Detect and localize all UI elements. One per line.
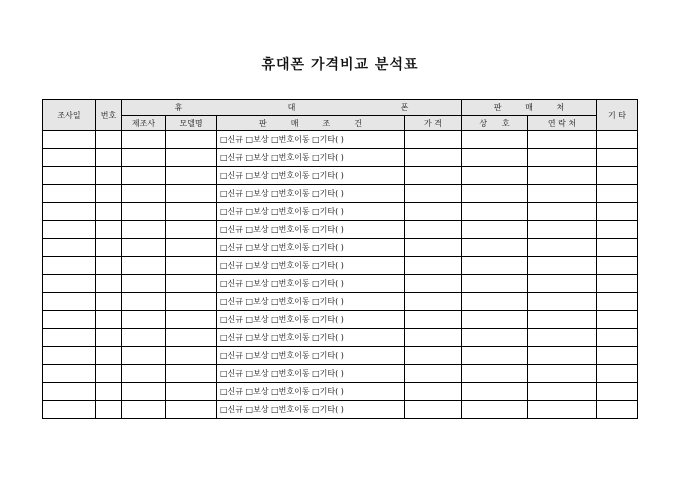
maker-cell[interactable] [122, 239, 166, 257]
number-cell[interactable] [96, 149, 122, 167]
header-phone-group [122, 100, 462, 116]
etc-cell[interactable] [597, 257, 638, 275]
header-price: 가 격 [405, 116, 462, 131]
contact-cell[interactable] [528, 311, 597, 329]
header-cond-char: 건 [354, 118, 362, 128]
survey-date-cell[interactable] [43, 347, 96, 365]
shop-name-cell[interactable] [462, 311, 528, 329]
model-cell[interactable] [166, 329, 217, 347]
sale-condition-cell: □신규 □보상 □번호이동 □기타( ) [217, 239, 405, 257]
price-cell[interactable] [405, 347, 462, 365]
shop-name-cell[interactable] [462, 383, 528, 401]
number-cell[interactable] [96, 401, 122, 419]
price-cell[interactable] [405, 257, 462, 275]
number-cell[interactable] [96, 131, 122, 149]
sale-condition-cell: □신규 □보상 □번호이동 □기타( ) [217, 293, 405, 311]
sale-condition-cell: □신규 □보상 □번호이동 □기타( ) [217, 401, 405, 419]
header-cond-char: 판 [259, 118, 267, 128]
table-row [43, 221, 638, 239]
sale-condition-cell: □신규 □보상 □번호이동 □기타( ) [217, 203, 405, 221]
header-shop-char: 상 [479, 118, 488, 128]
survey-date-cell[interactable] [43, 275, 96, 293]
header-number: 번호 [96, 100, 122, 131]
header-seller-char: 판 [493, 103, 502, 112]
shop-name-cell[interactable] [462, 239, 528, 257]
maker-cell[interactable] [122, 293, 166, 311]
header-cond-char: 매 [290, 118, 299, 128]
etc-cell[interactable] [597, 311, 638, 329]
header-phone-char: 폰 [400, 103, 409, 112]
etc-cell[interactable] [597, 329, 638, 347]
maker-cell[interactable] [122, 203, 166, 221]
price-cell[interactable] [405, 401, 462, 419]
contact-cell[interactable] [528, 203, 597, 221]
maker-cell[interactable] [122, 347, 166, 365]
header-shop-name [462, 116, 528, 131]
contact-cell[interactable] [528, 275, 597, 293]
model-cell[interactable] [166, 185, 217, 203]
price-cell[interactable] [405, 329, 462, 347]
model-cell[interactable] [166, 383, 217, 401]
survey-date-cell[interactable] [43, 239, 96, 257]
header-cond-char: 조 [322, 118, 331, 128]
contact-cell[interactable] [528, 239, 597, 257]
price-cell[interactable] [405, 167, 462, 185]
maker-cell[interactable] [122, 257, 166, 275]
shop-name-cell[interactable] [462, 329, 528, 347]
etc-cell[interactable] [597, 275, 638, 293]
shop-name-cell[interactable] [462, 167, 528, 185]
number-cell[interactable] [96, 347, 122, 365]
table-row [43, 149, 638, 167]
survey-date-cell[interactable] [43, 383, 96, 401]
survey-date-cell[interactable] [43, 365, 96, 383]
table-row [43, 167, 638, 185]
model-cell[interactable] [166, 311, 217, 329]
contact-cell[interactable] [528, 329, 597, 347]
table-row [43, 365, 638, 383]
contact-cell[interactable] [528, 383, 597, 401]
table-row [43, 329, 638, 347]
shop-name-cell[interactable] [462, 185, 528, 203]
etc-cell[interactable] [597, 221, 638, 239]
price-cell[interactable] [405, 203, 462, 221]
number-cell[interactable] [96, 239, 122, 257]
header-phone-char: 휴 [174, 103, 183, 112]
table-row [43, 293, 638, 311]
document-title: 휴대폰 가격비교 분석표 [261, 57, 419, 73]
header-maker: 제조사 [122, 116, 166, 131]
header-seller-char: 매 [525, 103, 533, 112]
price-comparison-table [42, 99, 638, 419]
contact-cell[interactable] [528, 257, 597, 275]
shop-name-cell[interactable] [462, 365, 528, 383]
model-cell[interactable] [166, 131, 217, 149]
etc-cell[interactable] [597, 185, 638, 203]
table-row [43, 347, 638, 365]
contact-cell[interactable] [528, 401, 597, 419]
header-contact: 연 락 처 [528, 116, 597, 131]
shop-name-cell[interactable] [462, 203, 528, 221]
survey-date-cell[interactable] [43, 149, 96, 167]
price-cell[interactable] [405, 131, 462, 149]
shop-name-cell[interactable] [462, 293, 528, 311]
header-survey-date: 조사일 [43, 100, 96, 131]
survey-date-cell[interactable] [43, 131, 96, 149]
sale-condition-cell: □신규 □보상 □번호이동 □기타( ) [217, 383, 405, 401]
model-cell[interactable] [166, 257, 217, 275]
survey-date-cell[interactable] [43, 293, 96, 311]
number-cell[interactable] [96, 383, 122, 401]
survey-date-cell[interactable] [43, 329, 96, 347]
shop-name-cell[interactable] [462, 131, 528, 149]
maker-cell[interactable] [122, 365, 166, 383]
etc-cell[interactable] [597, 293, 638, 311]
number-cell[interactable] [96, 311, 122, 329]
shop-name-cell[interactable] [462, 275, 528, 293]
sale-condition-cell: □신규 □보상 □번호이동 □기타( ) [217, 167, 405, 185]
maker-cell[interactable] [122, 167, 166, 185]
number-cell[interactable] [96, 365, 122, 383]
model-cell[interactable] [166, 239, 217, 257]
sale-condition-cell: □신규 □보상 □번호이동 □기타( ) [217, 329, 405, 347]
sale-condition-cell: □신규 □보상 □번호이동 □기타( ) [217, 275, 405, 293]
header-seller-char: 처 [556, 103, 565, 112]
shop-name-cell[interactable] [462, 257, 528, 275]
model-cell[interactable] [166, 221, 217, 239]
sale-condition-cell: □신규 □보상 □번호이동 □기타( ) [217, 185, 405, 203]
model-cell[interactable] [166, 167, 217, 185]
etc-cell[interactable] [597, 239, 638, 257]
sale-condition-cell: □신규 □보상 □번호이동 □기타( ) [217, 131, 405, 149]
price-cell[interactable] [405, 149, 462, 167]
maker-cell[interactable] [122, 275, 166, 293]
table-row [43, 185, 638, 203]
sale-condition-cell: □신규 □보상 □번호이동 □기타( ) [217, 149, 405, 167]
etc-cell[interactable] [597, 347, 638, 365]
survey-date-cell[interactable] [43, 203, 96, 221]
number-cell[interactable] [96, 329, 122, 347]
price-cell[interactable] [405, 275, 462, 293]
number-cell[interactable] [96, 167, 122, 185]
contact-cell[interactable] [528, 149, 597, 167]
etc-cell[interactable] [597, 365, 638, 383]
header-etc: 기 타 [597, 100, 638, 131]
contact-cell[interactable] [528, 185, 597, 203]
survey-date-cell[interactable] [43, 221, 96, 239]
model-cell[interactable] [166, 203, 217, 221]
model-cell[interactable] [166, 401, 217, 419]
price-cell[interactable] [405, 365, 462, 383]
maker-cell[interactable] [122, 185, 166, 203]
number-cell[interactable] [96, 185, 122, 203]
number-cell[interactable] [96, 203, 122, 221]
model-cell[interactable] [166, 275, 217, 293]
sale-condition-cell: □신규 □보상 □번호이동 □기타( ) [217, 311, 405, 329]
survey-date-cell[interactable] [43, 257, 96, 275]
price-cell[interactable] [405, 383, 462, 401]
table-row [43, 203, 638, 221]
model-cell[interactable] [166, 293, 217, 311]
sale-condition-cell: □신규 □보상 □번호이동 □기타( ) [217, 257, 405, 275]
price-cell[interactable] [405, 311, 462, 329]
shop-name-cell[interactable] [462, 221, 528, 239]
price-cell[interactable] [405, 185, 462, 203]
price-cell[interactable] [405, 221, 462, 239]
shop-name-cell[interactable] [462, 347, 528, 365]
maker-cell[interactable] [122, 329, 166, 347]
sale-condition-cell: □신규 □보상 □번호이동 □기타( ) [217, 365, 405, 383]
model-cell[interactable] [166, 347, 217, 365]
maker-cell[interactable] [122, 401, 166, 419]
contact-cell[interactable] [528, 131, 597, 149]
etc-cell[interactable] [597, 131, 638, 149]
survey-date-cell[interactable] [43, 401, 96, 419]
model-cell[interactable] [166, 365, 217, 383]
number-cell[interactable] [96, 293, 122, 311]
etc-cell[interactable] [597, 167, 638, 185]
price-cell[interactable] [405, 239, 462, 257]
shop-name-cell[interactable] [462, 149, 528, 167]
etc-cell[interactable] [597, 383, 638, 401]
survey-date-cell[interactable] [43, 311, 96, 329]
contact-cell[interactable] [528, 221, 597, 239]
shop-name-cell[interactable] [462, 401, 528, 419]
maker-cell[interactable] [122, 311, 166, 329]
table-row [43, 239, 638, 257]
table-row [43, 383, 638, 401]
survey-date-cell[interactable] [43, 185, 96, 203]
number-cell[interactable] [96, 257, 122, 275]
number-cell[interactable] [96, 275, 122, 293]
price-cell[interactable] [405, 293, 462, 311]
etc-cell[interactable] [597, 149, 638, 167]
etc-cell[interactable] [597, 203, 638, 221]
table-row [43, 131, 638, 149]
header-sale-condition [217, 116, 405, 131]
contact-cell[interactable] [528, 293, 597, 311]
maker-cell[interactable] [122, 149, 166, 167]
table-row [43, 257, 638, 275]
header-shop-char: 호 [501, 118, 510, 128]
header-model: 모델명 [166, 116, 217, 131]
etc-cell[interactable] [597, 401, 638, 419]
maker-cell[interactable] [122, 221, 166, 239]
maker-cell[interactable] [122, 131, 166, 149]
table-row [43, 401, 638, 419]
contact-cell[interactable] [528, 167, 597, 185]
header-phone-char: 대 [287, 103, 296, 112]
sale-condition-cell: □신규 □보상 □번호이동 □기타( ) [217, 221, 405, 239]
sale-condition-cell: □신규 □보상 □번호이동 □기타( ) [217, 347, 405, 365]
contact-cell[interactable] [528, 365, 597, 383]
table-row [43, 275, 638, 293]
maker-cell[interactable] [122, 383, 166, 401]
table-row [43, 311, 638, 329]
number-cell[interactable] [96, 221, 122, 239]
survey-date-cell[interactable] [43, 167, 96, 185]
header-seller-group [462, 100, 597, 116]
contact-cell[interactable] [528, 347, 597, 365]
model-cell[interactable] [166, 149, 217, 167]
